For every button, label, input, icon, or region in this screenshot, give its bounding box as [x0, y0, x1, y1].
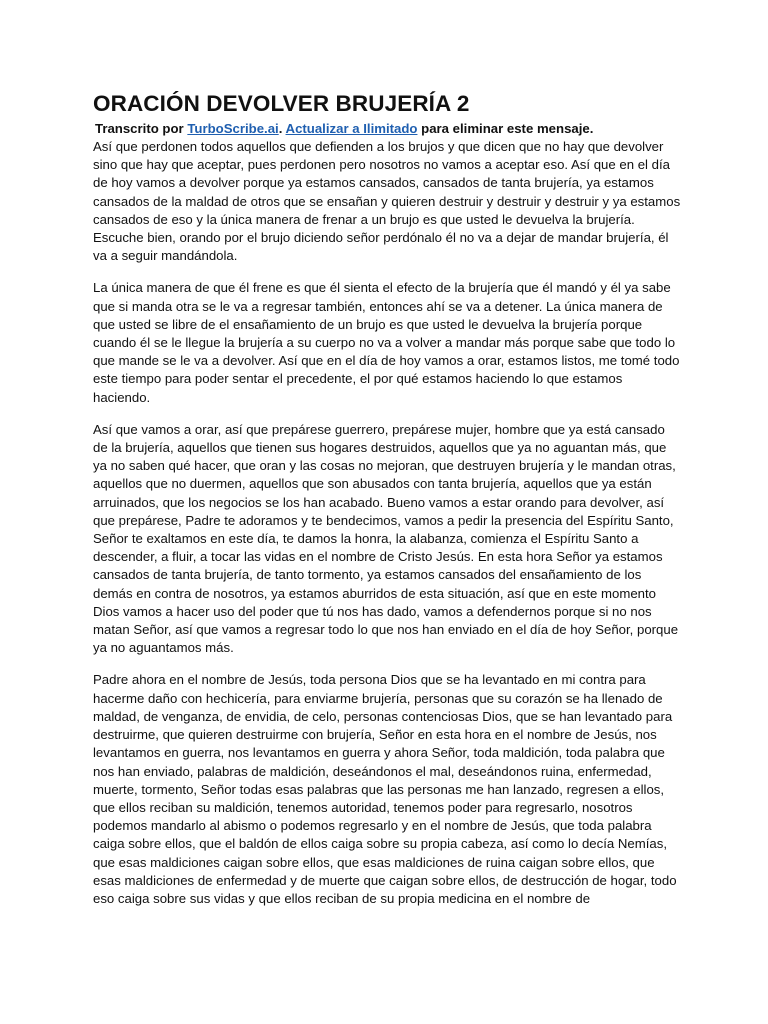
- body-paragraph-4: Padre ahora en el nombre de Jesús, toda persona Dios que se ha levantado en mi contra para hacerme daño con hechicería, para enviarme brujería, personas que su corazón se ha llenado de maldad, de venganza, de envidia, de celo, personas contenciosas Dios, que se han levantado para destruirme, que quieren destruirme con brujería, Señor en esta hora en el nombre de Jesús, nos levantamos en guerra, nos levantamos en guerra y ahora Señor, toda maldición, toda palabra que nos han enviado, palabras de maldición, deseándonos el mal, deseándonos ruina, enfermedad, muerte, tormento, Señor todas esas palabras que las personas me han lanzado, regresen a ellos, que ellos reciban su maldición, tenemos autoridad, tenemos poder para regresarlo, nosotros podemos mandarlo al abismo o podemos regresarlo y en el nombre de Jesús, que toda palabra caiga sobre ellos, que el baldón de ellos caiga sobre su propia cabeza, así como lo decía Nemías, que esas maldiciones caigan sobre ellos, que esas maldiciones de ruina caigan sobre ellos, que esas maldiciones de enfermedad y de muerte que caigan sobre ellos, de destrucción de hogar, todo eso caiga sobre sus vidas y que ellos reciban de su propia medicina en el nombre de: [93, 672, 677, 906]
- upgrade-link[interactable]: Actualizar a Ilimitado: [285, 121, 418, 136]
- document-title: ORACIÓN DEVOLVER BRUJERÍA 2: [93, 91, 470, 116]
- credit-separator: .: [278, 121, 286, 136]
- document-page: [93, 88, 681, 922]
- body-paragraph-2: La única manera de que él frene es que él sienta el efecto de la brujería que él mandó y él ya sabe que si manda otra se le va a regresar también, entonces ahí se va a detener. La única manera de que usted se libre de el ensañamiento de un brujo es que usted le devuelva la brujería porque cuando él se le llegue la brujería a su cuerpo no va a volver a mandar más porque sabe que todo lo que mande se le va a devolver. Así que en el día de hoy vamos a orar, estamos listos, me tomé todo este tiempo para poder sentar el precedente, el por qué estamos haciendo lo que estamos haciendo.: [93, 280, 680, 405]
- credit-suffix: para eliminar este mensaje.: [417, 121, 594, 136]
- credit-prefix: Transcrito por: [95, 121, 188, 136]
- transcription-credit: [95, 120, 681, 138]
- body-paragraph-3: Así que vamos a orar, así que prepárese guerrero, prepárese mujer, hombre que ya está cansado de la brujería, aquellos que tienen sus hogares destruidos, aquellos que ya no aguantan más, que ya no saben qué hacer, que oran y las cosas no mejoran, que destruyen brujería y le mandan otras, aquellos que no duermen, aquellos que son abusados con tanta brujería, aquellos que ya están arruinados, que los negocios se los han acabado. Bueno vamos a estar orando para devolver, así que prepárese, Padre te adoramos y te bendecimos, vamos a pedir la presencia del Espíritu Santo, Señor te exaltamos en este día, te damos la honra, la alabanza, comienza el Espíritu Santo a descender, a fluir, a tocar las vidas en el nombre de Cristo Jesús. En esta hora Señor ya estamos cansados de tanta brujería, de tanto tormento, ya estamos cansados del ensañamiento de los demás en contra de nosotros, ya estamos aburridos de esta situación, así que en este momento Dios vamos a hacer uso del poder que tú nos has dado, vamos a defendernos porque si no nos matan Señor, así que vamos a regresar todo lo que nos han enviado en el día de hoy Señor, porque ya no aguantamos más.: [93, 421, 679, 656]
- turboscribe-link[interactable]: TurboScribe.ai: [187, 121, 279, 136]
- body-paragraph-1: Así que perdonen todos aquellos que defienden a los brujos y que dicen que no hay que devolver sino que hay que aceptar, pues perdonen pero nosotros no vamos a aceptar eso. Así que en el día de hoy vamos a devolver porque ya estamos cansados, cansados de tanta brujería, ya estamos cansados de la maldad de otros que se ensañan y quieren destruir y destruir y destruir y ya estamos cansados de eso y la única manera de frenar a un brujo es que usted le devuelva la brujería. Escuche bien, orando por el brujo diciendo señor perdónalo él no va a dejar de mandar brujería, él va a seguir mandándola.: [93, 139, 681, 264]
